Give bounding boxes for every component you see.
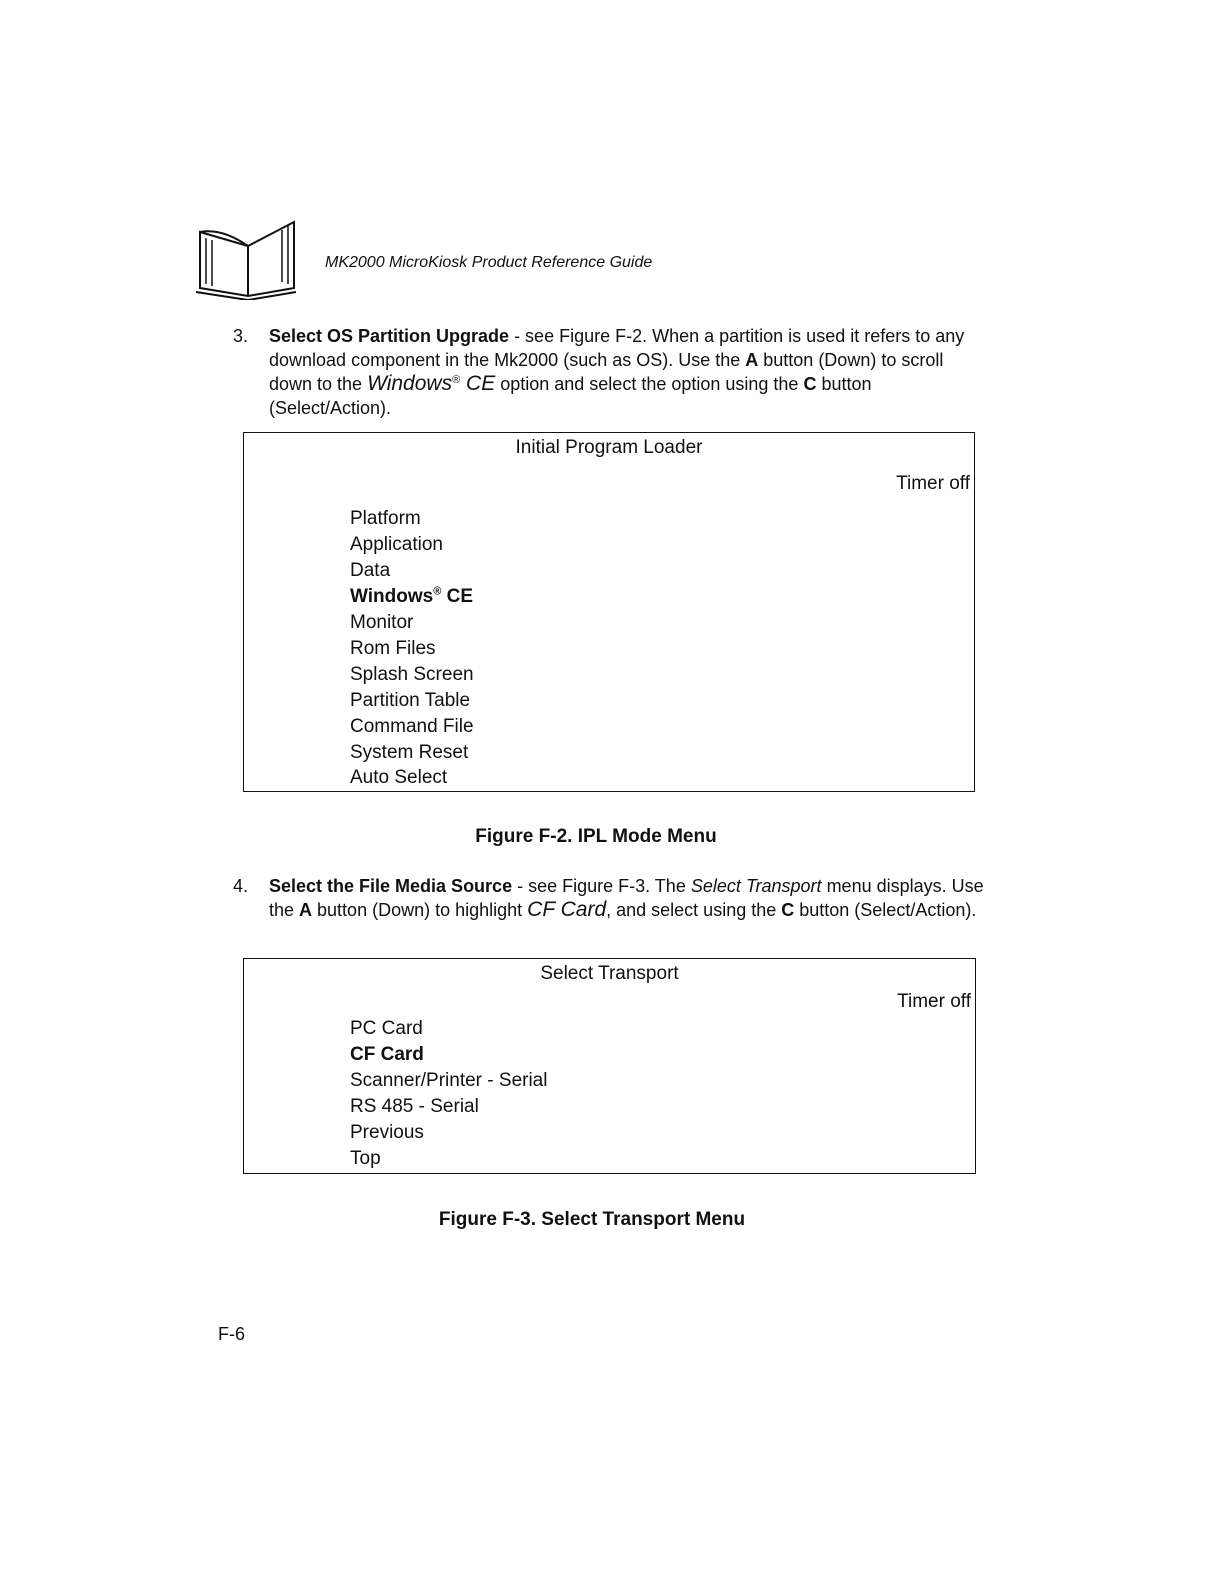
menu-item-top[interactable]: Top bbox=[350, 1148, 381, 1169]
menu-item-previous[interactable]: Previous bbox=[350, 1122, 424, 1143]
menu-item-rom-files[interactable]: Rom Files bbox=[350, 638, 436, 659]
screen-title: Initial Program Loader bbox=[515, 437, 703, 458]
menu-item-windows-ce[interactable]: Windows® CE bbox=[350, 585, 474, 607]
select-transport-screen bbox=[243, 958, 976, 1174]
menu-item-system-reset[interactable]: System Reset bbox=[350, 742, 469, 763]
menu-item-auto-select[interactable]: Auto Select bbox=[350, 767, 448, 788]
menu-item-rs485-serial[interactable]: RS 485 - Serial bbox=[350, 1096, 479, 1117]
figure-caption: Figure F-2. IPL Mode Menu bbox=[475, 826, 717, 847]
step-lead: Select the File Media Source bbox=[269, 876, 513, 896]
menu-item-platform[interactable]: Platform bbox=[350, 508, 421, 529]
step-4-paragraph: 4. Select the File Media Source - see Figure F-3. The Select Transport menu displays. Use the A button (Down) to highlight CF Card, and select using the C button (Select/Action). bbox=[233, 876, 984, 921]
menu-item-data[interactable]: Data bbox=[350, 560, 391, 581]
menu-item-scanner-printer-serial[interactable]: Scanner/Printer - Serial bbox=[350, 1070, 548, 1091]
page-number: F-6 bbox=[218, 1324, 245, 1344]
ipl-menu-screen bbox=[243, 432, 975, 792]
timer-status: Timer off bbox=[897, 991, 971, 1012]
menu-item-application[interactable]: Application bbox=[350, 534, 443, 555]
menu-item-cf-card[interactable]: CF Card bbox=[350, 1044, 424, 1065]
step-lead: Select OS Partition Upgrade bbox=[269, 326, 510, 346]
open-book-icon bbox=[192, 218, 298, 300]
screen-title: Select Transport bbox=[540, 963, 679, 984]
step-number: 3. bbox=[233, 326, 249, 346]
step-number: 4. bbox=[233, 876, 249, 896]
menu-item-splash-screen[interactable]: Splash Screen bbox=[350, 664, 474, 685]
menu-item-command-file[interactable]: Command File bbox=[350, 716, 474, 737]
running-header: MK2000 MicroKiosk Product Reference Guide bbox=[325, 254, 653, 271]
figure-caption: Figure F-3. Select Transport Menu bbox=[438, 1209, 746, 1230]
menu-item-partition-table[interactable]: Partition Table bbox=[350, 690, 471, 711]
menu-item-pc-card[interactable]: PC Card bbox=[350, 1018, 423, 1039]
step-3-paragraph: 3. Select OS Partition Upgrade - see Figure F-2. When a partition is used it refers to any download component in the Mk2000 (such as OS). Use the A button (Down) to scroll down to the Windows® CE option and select the option using the C button (Select/Action). bbox=[233, 326, 965, 418]
menu-item-monitor[interactable]: Monitor bbox=[350, 612, 414, 633]
timer-status: Timer off bbox=[896, 473, 970, 494]
